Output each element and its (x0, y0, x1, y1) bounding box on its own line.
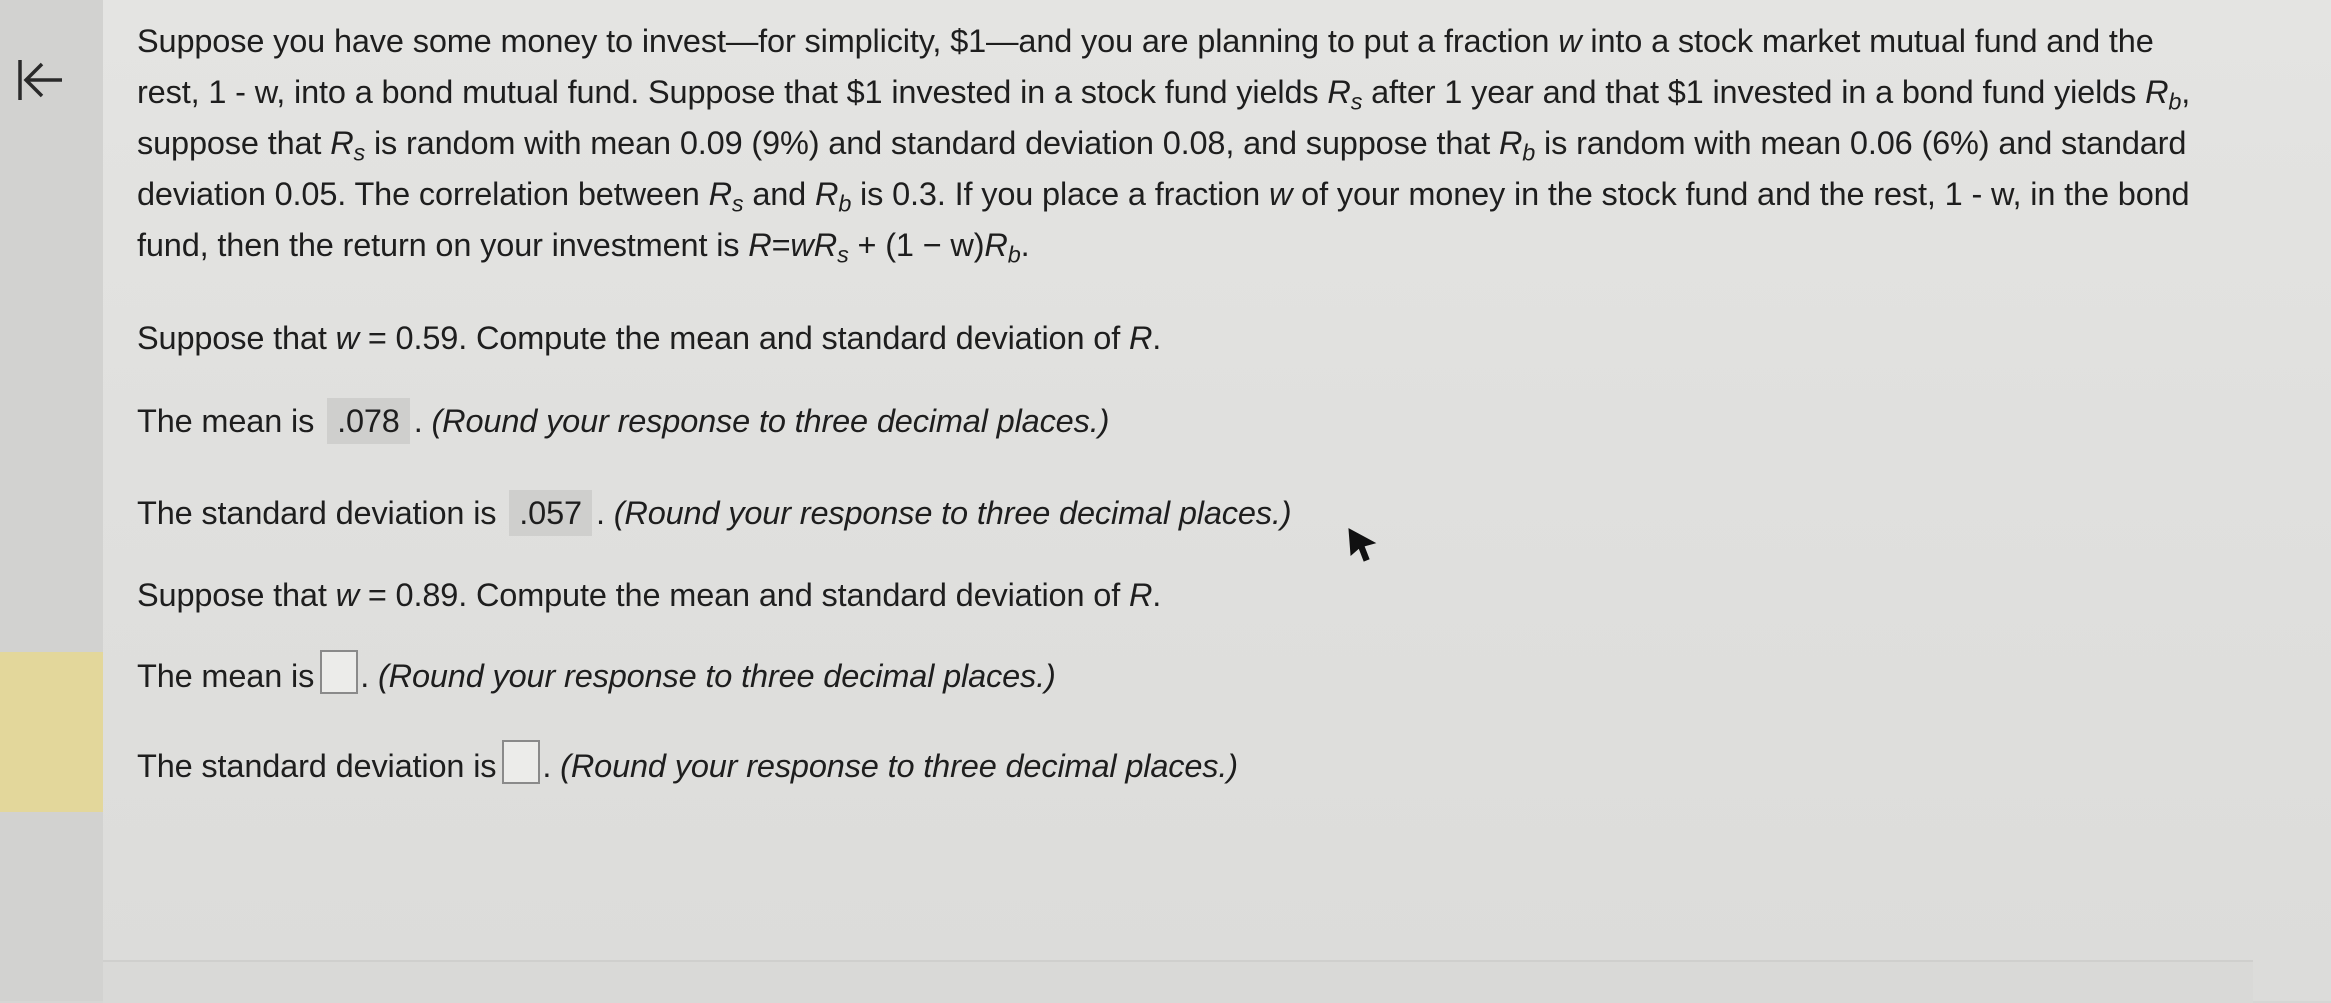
part2-sd-line: The standard deviation is . (Round your response to three decimal places.) (137, 740, 2222, 792)
problem-statement: Suppose you have some money to invest—for simplicity, $1—and you are planning to put a fraction w into a stock market mutual fund and the rest, 1 - w, into a bond mutual fund. Suppose that $1 invested in a stock fund yields $R_s$ after 1 year and that $1 invested in a bond fund yields $R_b$, suppose that $R_s$ is random with mean 0.09 (9%) and standard deviation 0.08, and suppose that $R_b$ is random with mean 0.06 (6%) and standard deviation 0.05. The correlation between $R_s$ and $R_b$ is 0.3. If you place a fraction w of your money in the stock fund and the rest, 1 - w, in the bond fund, then the return on your investment is $R=wR_s + (1 - w)R_b$. (137, 23, 2191, 268)
part1-sd-answer[interactable]: .057 (509, 490, 592, 536)
mouse-cursor-icon (1345, 525, 1385, 565)
panel-footer-strip (103, 960, 2253, 1003)
collapse-left-icon (12, 52, 68, 108)
part1-prompt: Suppose that w = 0.59. Compute the mean and standard deviation of R. (137, 320, 1162, 356)
part2-prompt: Suppose that w = 0.89. Compute the mean and standard deviation of R. (137, 577, 1162, 613)
part2-mean-input[interactable] (320, 650, 358, 694)
part1-mean-answer[interactable]: .078 (327, 398, 410, 444)
part2-sd-input[interactable] (502, 740, 540, 784)
part1-sd-line: The standard deviation is .057 . (Round your response to three decimal places.) (137, 488, 2222, 539)
part1-mean-line: The mean is .078 . (Round your response to three decimal places.) (137, 396, 2222, 447)
part2-mean-line: The mean is . (Round your response to three decimal places.) (137, 650, 2222, 702)
collapse-button[interactable] (4, 44, 76, 116)
sidebar (0, 0, 103, 1001)
sidebar-highlight (0, 652, 103, 812)
